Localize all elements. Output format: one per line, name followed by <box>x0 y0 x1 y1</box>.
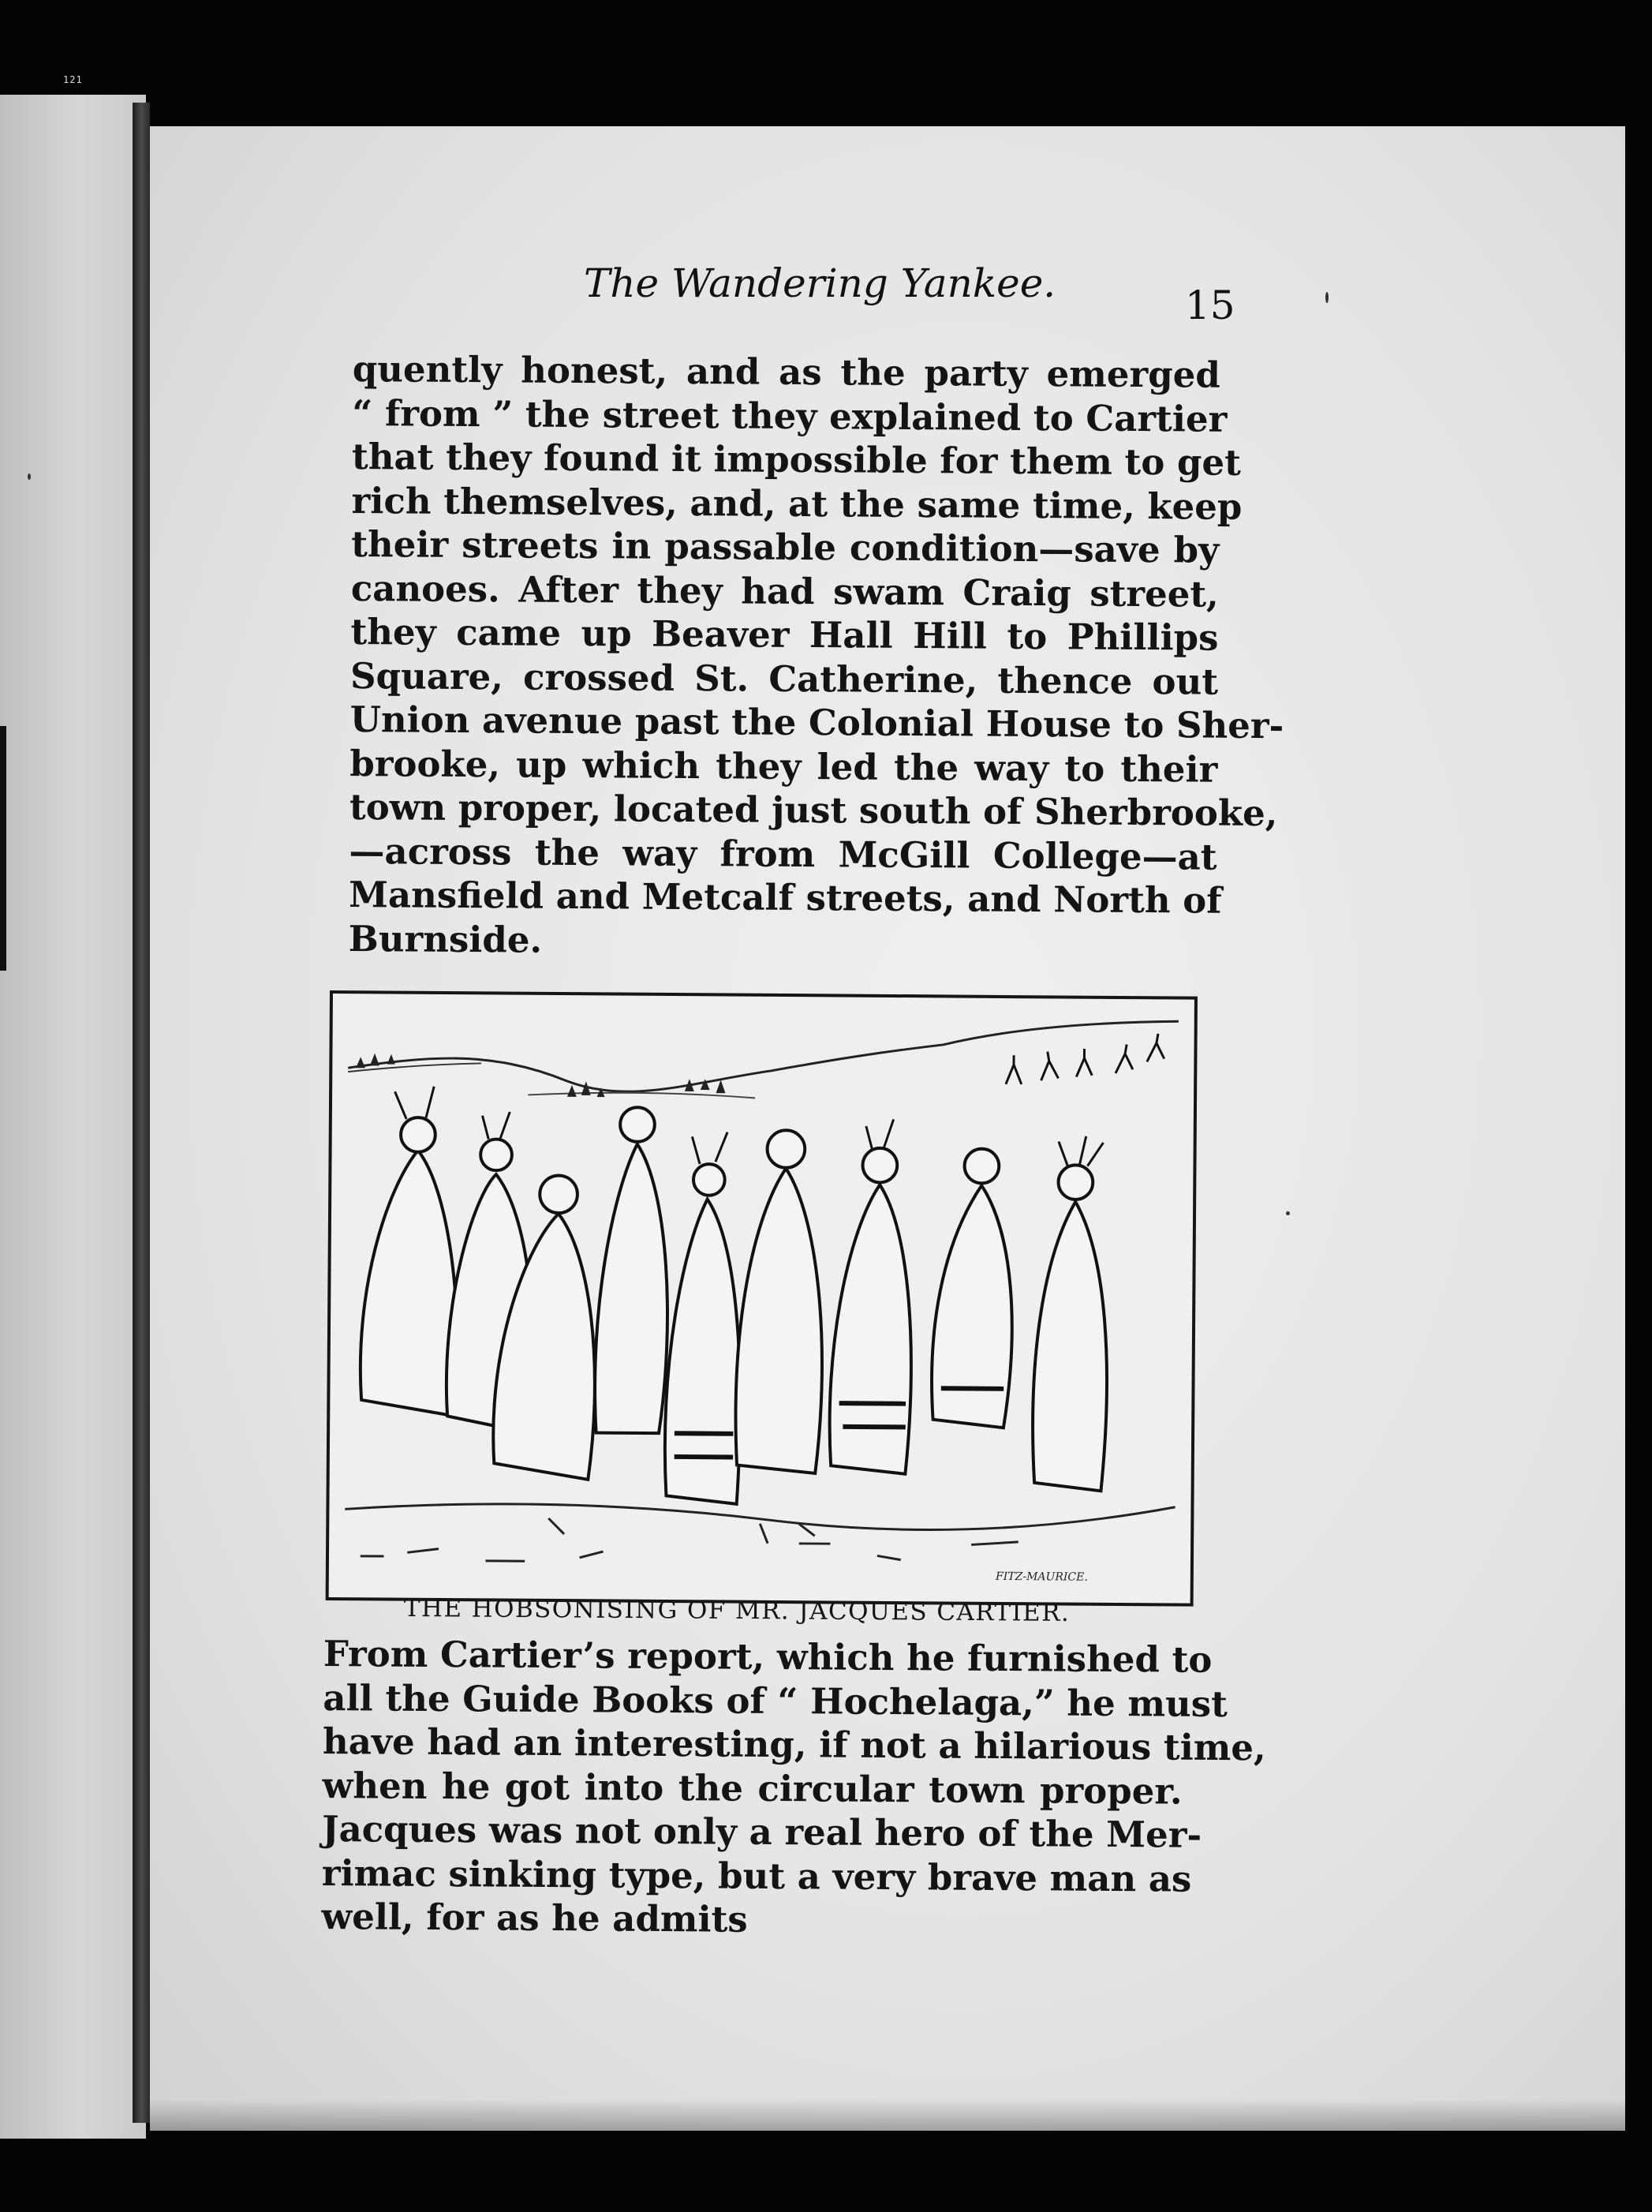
frame-mark: 121 <box>63 74 83 85</box>
left-page-edge <box>0 95 146 2139</box>
text-line: “ from ” the street they explained to Cartier <box>352 391 1228 440</box>
text-line: all the Guide Books of “ Hochelaga,” he must <box>323 1676 1228 1725</box>
paragraph-2 <box>321 1632 1266 1944</box>
text-line: well, for as he admits <box>321 1895 748 1941</box>
text-line: have had an interesting, if not a hilarious time, <box>322 1720 1266 1769</box>
page-number: 15 <box>1185 283 1235 328</box>
text-line: —across the way from McGill College—at <box>349 829 1217 878</box>
book-gutter <box>133 103 150 2123</box>
text-line: Jacques was not only a real hero of the Mer- <box>322 1807 1202 1856</box>
text-line: quently honest, and as the party emerged <box>352 347 1220 396</box>
text-line: Square, crossed St. Catherine, thence out <box>349 654 1219 703</box>
text-line: brooke, up which they led the way to their <box>349 742 1218 791</box>
paragraph-1 <box>348 347 1284 967</box>
illustration-caption: THE HOBSONISING OF MR. JACQUES CARTIER. <box>403 1594 1071 1627</box>
text-line: Burnside. <box>348 917 543 961</box>
text-line: rich themselves, and, at the same time, keep <box>351 479 1243 528</box>
illustration-drawing <box>329 994 1194 1604</box>
text-line: town proper, located just south of Sherbrooke, <box>349 785 1278 835</box>
text-line: when he got into the circular town proper. <box>322 1764 1183 1813</box>
text-line: canoes. After they had swam Craig street, <box>350 567 1220 616</box>
text-line: From Cartier’s report, which he furnished to <box>323 1633 1213 1681</box>
text-line: rimac sinking type, but a very brave man as <box>321 1851 1192 1900</box>
illustration <box>326 990 1198 1607</box>
page-bottom-shadow <box>150 2099 1625 2139</box>
left-edge-mark <box>0 726 6 971</box>
running-head: The Wandering Yankee. <box>584 260 1056 306</box>
text-line: they came up Beaver Hall Hill to Phillips <box>350 610 1219 659</box>
scan-speck <box>1325 292 1329 303</box>
scan-speck <box>28 473 31 480</box>
scan-speck <box>1286 1211 1290 1215</box>
text-line: Mansfield and Metcalf streets, and North of <box>348 873 1222 922</box>
text-line: their streets in passable condition—save by <box>351 522 1220 571</box>
text-line: that they found it impossible for them to get <box>351 435 1242 484</box>
illustration-signature: FITZ-MAURICE. <box>996 1570 1088 1584</box>
text-line: Union avenue past the Colonial House to Sher- <box>349 698 1284 747</box>
